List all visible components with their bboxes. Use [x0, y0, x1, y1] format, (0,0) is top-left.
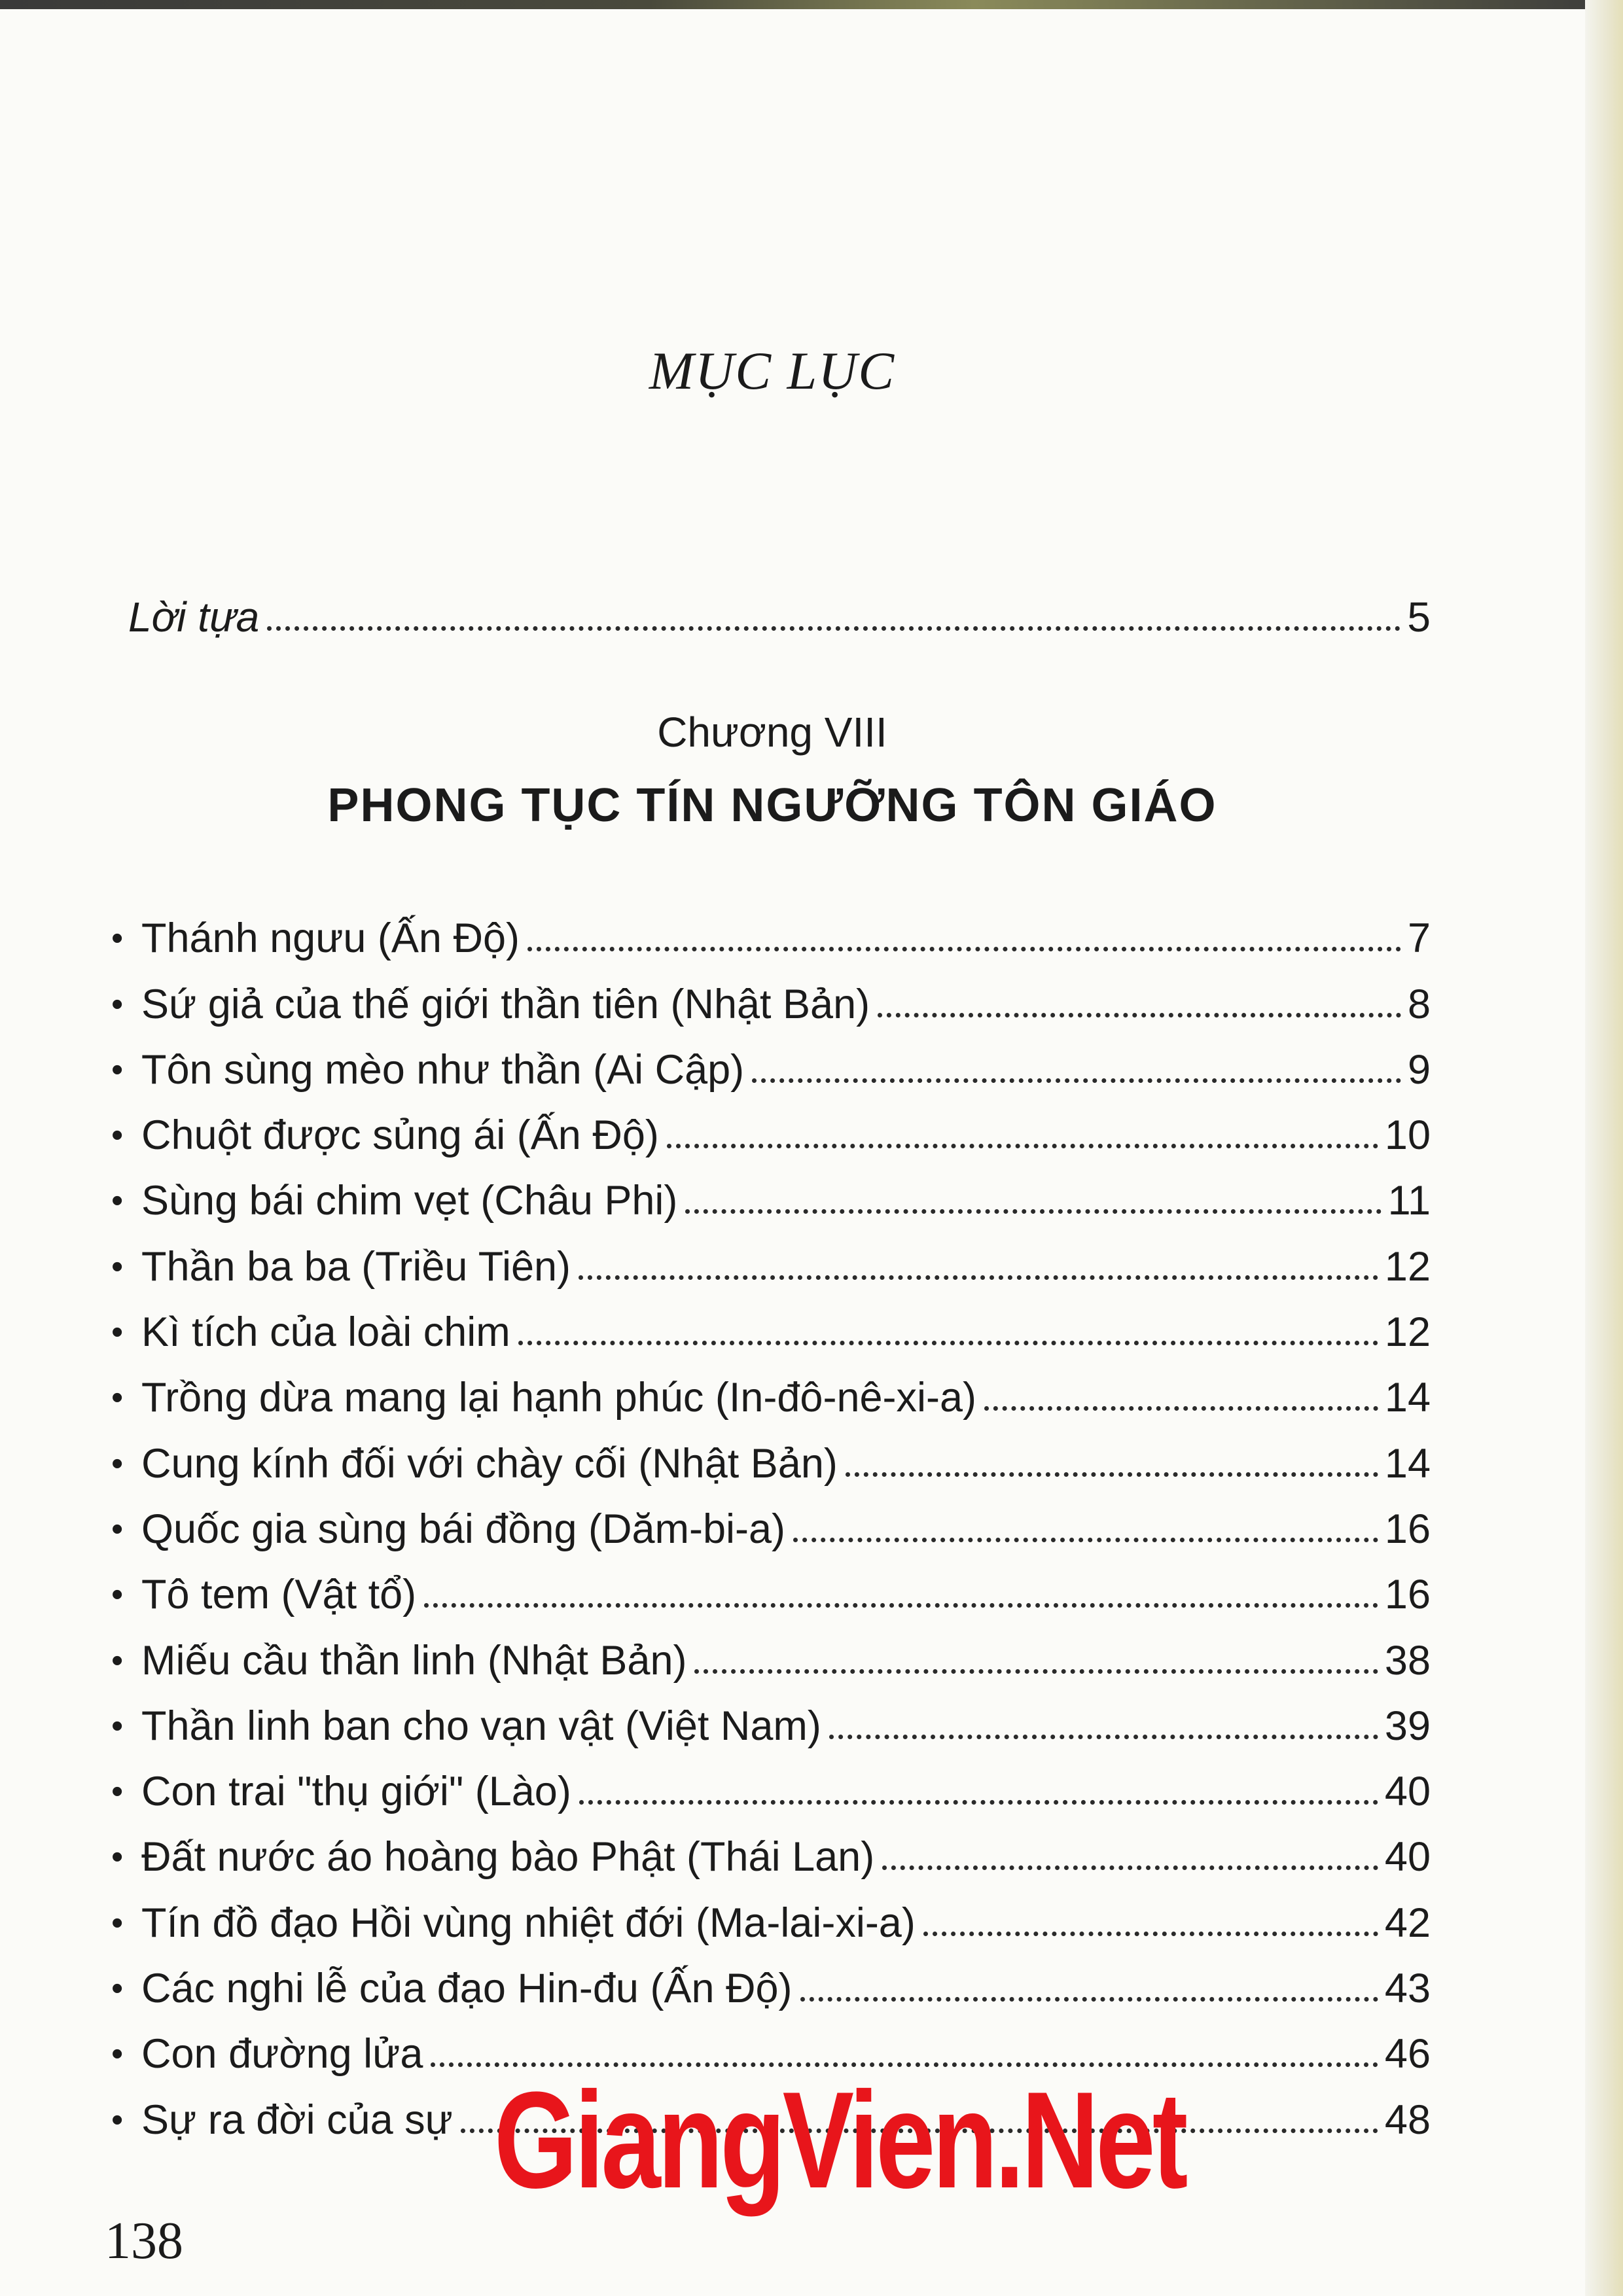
bullet-icon: •	[111, 1313, 124, 1352]
entry-title: Sứ giả của thế giới thần tiên (Nhật Bản)	[141, 981, 870, 1027]
entry-page: 39	[1384, 1703, 1431, 1749]
chapter-label: Chương VIII	[657, 709, 887, 756]
preface-label: Lời tựa	[128, 593, 260, 641]
bullet-icon: •	[111, 2035, 124, 2074]
dot-leader	[882, 1865, 1378, 1870]
entry-page: 48	[1384, 2096, 1431, 2143]
entry-title: Chuột được sủng ái (Ấn Độ)	[141, 1112, 659, 1159]
entry-page: 9	[1407, 1046, 1431, 1093]
dot-leader	[667, 1144, 1378, 1148]
entry-title: Tín đồ đạo Hồi vùng nhiệt đới (Ma-lai-xi-a)	[141, 1899, 916, 1946]
entry-page: 46	[1384, 2031, 1431, 2077]
watermark-logo: GiangVien.Net	[494, 2063, 1185, 2217]
toc-entry[interactable]	[111, 896, 1431, 962]
toc-entry[interactable]	[111, 962, 1431, 1027]
toc-entry[interactable]	[111, 1159, 1431, 1224]
bullet-icon: •	[111, 1576, 124, 1614]
bullet-icon: •	[111, 1116, 124, 1155]
toc-entry[interactable]	[111, 1028, 1431, 1093]
toc-entry[interactable]	[111, 1881, 1431, 1946]
scan-right-edge	[1585, 0, 1623, 2296]
dot-leader	[579, 1275, 1378, 1280]
entry-page: 40	[1384, 1834, 1431, 1881]
bullet-icon: •	[111, 1641, 124, 1680]
toc-entry[interactable]	[111, 1684, 1431, 1750]
bullet-icon: •	[111, 919, 124, 958]
dot-leader	[846, 1472, 1378, 1477]
bullet-icon: •	[111, 1706, 124, 1745]
toc-entry[interactable]	[111, 1356, 1431, 1421]
toc-entry[interactable]	[111, 1224, 1431, 1290]
entry-page: 12	[1384, 1243, 1431, 1290]
entry-title: Tôn sùng mèo như thần (Ai Cập)	[141, 1046, 745, 1093]
entry-title: Sự ra đời của sự	[141, 2096, 453, 2143]
dot-leader	[793, 1538, 1378, 1542]
chapter-title: PHONG TỤC TÍN NGƯỠNG TÔN GIÁO	[327, 779, 1217, 832]
bullet-icon: •	[111, 1247, 124, 1286]
bullet-icon: •	[111, 1182, 124, 1220]
entry-title: Đất nước áo hoàng bào Phật (Thái Lan)	[141, 1834, 875, 1881]
toc-entry[interactable]	[111, 1487, 1431, 1553]
entry-page: 16	[1384, 1572, 1431, 1618]
entry-page: 14	[1384, 1440, 1431, 1487]
bullet-icon: •	[111, 1050, 124, 1089]
bullet-icon: •	[111, 1510, 124, 1548]
bullet-icon: •	[111, 985, 124, 1023]
entry-title: Thần ba ba (Triều Tiên)	[141, 1243, 571, 1290]
entry-title: Con trai "thụ giới" (Lào)	[141, 1769, 571, 1815]
dot-leader	[752, 1078, 1401, 1083]
toc-entry[interactable]	[111, 1947, 1431, 2012]
entry-title: Con đường lửa	[141, 2031, 423, 2077]
dot-leader	[878, 1013, 1401, 1017]
entry-title: Các nghi lễ của đạo Hin-đu (Ấn Độ)	[141, 1966, 793, 2012]
entry-title: Kì tích của loài chim	[141, 1309, 510, 1356]
entry-page: 16	[1384, 1506, 1431, 1552]
page-number: 138	[105, 2212, 183, 2270]
preface-page: 5	[1407, 593, 1431, 641]
dot-leader	[923, 1932, 1378, 1936]
entry-page: 8	[1407, 981, 1431, 1027]
dot-leader	[984, 1406, 1378, 1411]
dot-leader	[267, 626, 1400, 631]
toc-entry[interactable]	[111, 1093, 1431, 1159]
dot-leader	[694, 1669, 1378, 1674]
entry-page: 14	[1384, 1375, 1431, 1421]
dot-leader	[424, 1603, 1378, 1608]
bullet-icon: •	[111, 2100, 124, 2139]
bullet-icon: •	[111, 1838, 124, 1877]
dot-leader	[518, 1341, 1378, 1345]
entry-page: 10	[1384, 1112, 1431, 1159]
entry-page: 40	[1384, 1769, 1431, 1815]
toc-entry-list	[111, 896, 1431, 2144]
toc-entry[interactable]	[111, 1815, 1431, 1881]
entry-page: 7	[1407, 915, 1431, 962]
entry-title: Quốc gia sùng bái đồng (Dăm-bi-a)	[141, 1506, 786, 1552]
dot-leader	[579, 1800, 1378, 1805]
bullet-icon: •	[111, 1773, 124, 1811]
entry-title: Miếu cầu thần linh (Nhật Bản)	[141, 1637, 687, 1684]
entry-title: Cung kính đối với chày cối (Nhật Bản)	[141, 1440, 838, 1487]
entry-title: Thánh ngưu (Ấn Độ)	[141, 915, 520, 962]
preface-entry[interactable]	[128, 576, 1431, 641]
dot-leader	[685, 1209, 1381, 1214]
toc-entry[interactable]	[111, 1750, 1431, 1815]
toc-title: MỤC LỤC	[649, 341, 896, 400]
entry-title: Sùng bái chim vẹt (Châu Phi)	[141, 1178, 678, 1224]
entry-page: 42	[1384, 1899, 1431, 1946]
toc-entry[interactable]	[111, 1618, 1431, 1684]
entry-title: Thần linh ban cho vạn vật (Việt Nam)	[141, 1703, 821, 1749]
bullet-icon: •	[111, 1969, 124, 2008]
dot-leader	[800, 1997, 1378, 2002]
scan-top-edge	[0, 0, 1623, 9]
entry-title: Tô tem (Vật tổ)	[141, 1572, 417, 1618]
entry-page: 38	[1384, 1637, 1431, 1684]
bullet-icon: •	[111, 1903, 124, 1942]
toc-entry[interactable]	[111, 1553, 1431, 1618]
entry-page: 11	[1387, 1178, 1431, 1224]
entry-title: Trồng dừa mang lại hạnh phúc (In-đô-nê-xi-a)	[141, 1375, 976, 1421]
toc-entry[interactable]	[111, 1290, 1431, 1356]
dot-leader	[527, 947, 1401, 951]
toc-entry[interactable]	[111, 1421, 1431, 1487]
entry-page: 43	[1384, 1966, 1431, 2012]
dot-leader	[829, 1735, 1378, 1739]
bullet-icon: •	[111, 1379, 124, 1417]
entry-page: 12	[1384, 1309, 1431, 1356]
bullet-icon: •	[111, 1444, 124, 1483]
